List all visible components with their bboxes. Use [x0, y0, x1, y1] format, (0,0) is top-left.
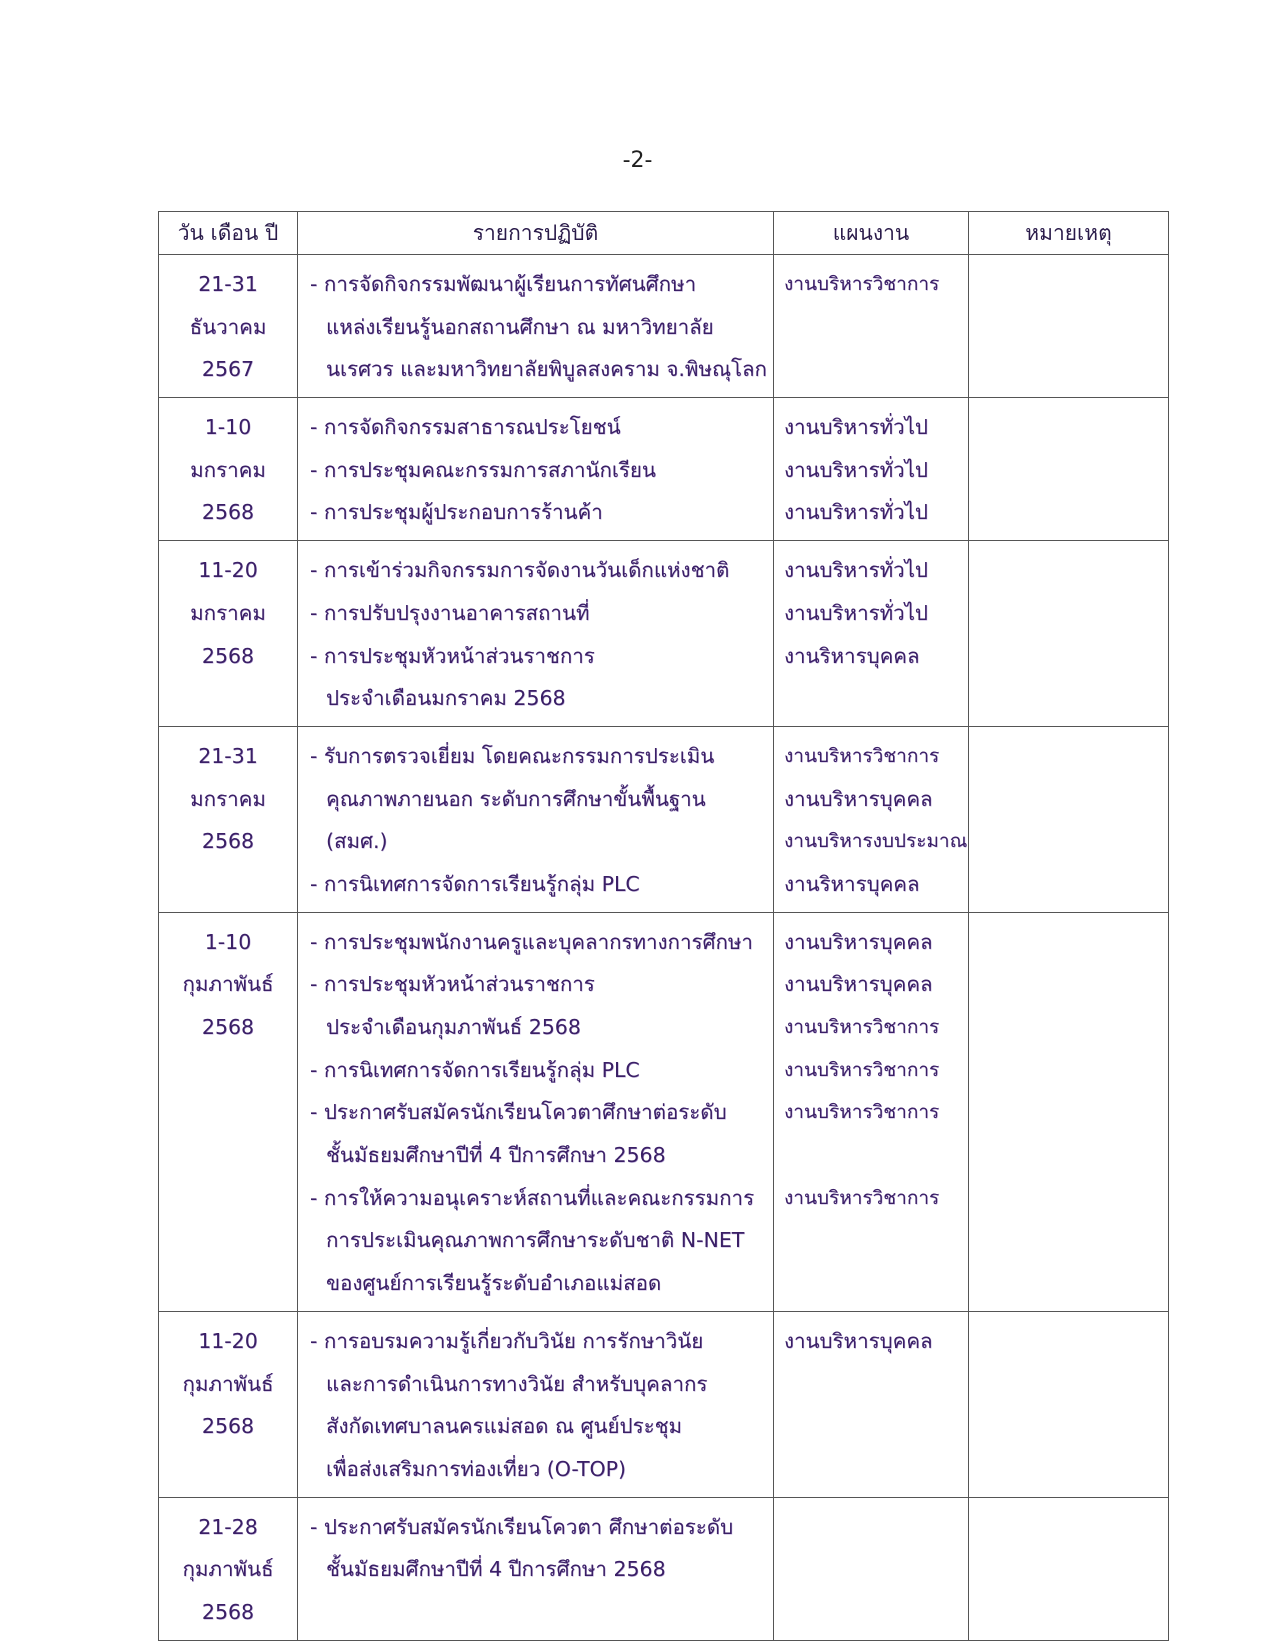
date-line: 21-28	[198, 1514, 258, 1539]
activity-line: และการดำเนินการทางวินัย สำหรับบุคลากร	[326, 1371, 708, 1396]
activity-line: - ประกาศรับสมัครนักเรียนโควตาศึกษาต่อระดับ	[310, 1100, 727, 1125]
date-line: 1-10	[204, 929, 252, 954]
activities-cell	[298, 398, 774, 541]
activity-line: - ประกาศรับสมัครนักเรียนโควตา ศึกษาต่อระดับ	[310, 1514, 734, 1539]
plan-cell	[774, 1311, 969, 1497]
date-line: 2568	[201, 1599, 255, 1624]
activity-line: - การประชุมคณะกรรมการสภานักเรียน	[310, 457, 656, 482]
activity-line: แหล่งเรียนรู้นอกสถานศึกษา ณ มหาวิทยาลัย	[326, 314, 714, 339]
activities-cell	[298, 912, 774, 1311]
plan-line: งานบริหารทั่วไป	[784, 500, 928, 525]
plan-line: งานบริหารทั่วไป	[784, 457, 928, 482]
plan-line: งานบริหารบุคคล	[784, 786, 933, 811]
plan-line: งานบริหารบุคคล	[784, 929, 933, 954]
plan-line: งานบริหารบุคคล	[784, 972, 933, 997]
header-date: วัน เดือน ปี	[159, 212, 298, 255]
note-cell	[969, 541, 1169, 727]
plan-cell	[774, 541, 969, 727]
date-line: 1-10	[204, 415, 252, 440]
activity-line: - การให้ความอนุเคราะห์สถานที่และคณะกรรมการ	[310, 1185, 755, 1210]
note-cell	[969, 1497, 1169, 1640]
header-note: หมายเหตุ	[969, 212, 1169, 255]
date-line: กุมภาพันธ์	[182, 1371, 274, 1396]
table-row	[159, 398, 1169, 541]
date-cell	[159, 398, 298, 541]
page-number: -2-	[622, 148, 653, 173]
date-cell	[159, 541, 298, 727]
date-line: 2567	[201, 357, 255, 382]
date-line: 11-20	[198, 558, 258, 583]
date-line: 11-20	[198, 1328, 258, 1353]
date-line: 2568	[201, 500, 255, 525]
note-cell	[969, 255, 1169, 398]
date-line: 2568	[201, 829, 255, 854]
plan-line: งานบริหารวิชาการ	[784, 1058, 940, 1081]
activity-line: การประเมินคุณภาพการศึกษาระดับชาติ N-NET	[326, 1228, 745, 1253]
date-line: มกราคม	[190, 600, 266, 625]
activities-cell	[298, 255, 774, 398]
activity-line: - การจัดกิจกรรมสาธารณประโยชน์	[310, 415, 621, 440]
plan-line: งานบริหารทั่วไป	[784, 600, 928, 625]
activity-line: - การอบรมความรู้เกี่ยวกับวินัย การรักษาวินัย	[310, 1328, 704, 1353]
date-line: มกราคม	[190, 457, 266, 482]
table-row	[159, 255, 1169, 398]
activity-line: ของศูนย์การเรียนรู้ระดับอำเภอแม่สอด	[326, 1271, 662, 1296]
table-row	[159, 1311, 1169, 1497]
note-cell	[969, 912, 1169, 1311]
activity-line: - การนิเทศการจัดการเรียนรู้กลุ่ม PLC	[310, 1057, 640, 1082]
table-body	[159, 255, 1169, 1641]
plan-line: งานบริหารบุคคล	[784, 1328, 933, 1353]
date-line: กุมภาพันธ์	[182, 972, 274, 997]
plan-line: งานบริหารวิชาการ	[784, 1016, 940, 1038]
note-cell	[969, 726, 1169, 912]
note-cell	[969, 398, 1169, 541]
activity-line: - การเข้าร่วมกิจกรรมการจัดงานวันเด็กแห่งชาติ	[310, 558, 730, 583]
activity-line: - การนิเทศการจัดการเรียนรู้กลุ่ม PLC	[310, 871, 640, 896]
activity-line: - การประชุมหัวหน้าส่วนราชการ	[310, 643, 595, 668]
activities-cell	[298, 541, 774, 727]
activity-line: - การประชุมผู้ประกอบการร้านค้า	[310, 500, 603, 525]
schedule-table	[158, 211, 1169, 1641]
plan-cell	[774, 255, 969, 398]
plan-line: งานริหารบุคคล	[784, 871, 920, 896]
date-line: 21-31	[198, 743, 258, 768]
date-line: 2568	[201, 1015, 255, 1039]
table-row	[159, 912, 1169, 1311]
activity-line: ประจำเดือนกุมภาพันธ์ 2568	[326, 1015, 581, 1039]
note-cell	[969, 1311, 1169, 1497]
activity-line: นเรศวร และมหาวิทยาลัยพิบูลสงคราม จ.พิษณุโลก	[326, 357, 767, 382]
plan-line: งานบริหารวิชาการ	[784, 1101, 940, 1124]
activity-line: - การประชุมหัวหน้าส่วนราชการ	[310, 972, 595, 997]
header-activities: รายการปฏิบัติ	[298, 212, 774, 255]
activities-cell	[298, 1497, 774, 1640]
date-line: มกราคม	[190, 786, 266, 811]
plan-cell	[774, 1497, 969, 1640]
date-line: กุมภาพันธ์	[182, 1557, 274, 1582]
date-line: 21-31	[198, 272, 258, 296]
date-cell	[159, 726, 298, 912]
activities-cell	[298, 1311, 774, 1497]
table-row	[159, 726, 1169, 912]
date-line: 2568	[201, 643, 255, 668]
activity-line: - การจัดกิจกรรมพัฒนาผู้เรียนการทัศนศึกษา	[310, 272, 697, 296]
activity-line: - รับการตรวจเยี่ยม โดยคณะกรรมการประเมิน	[310, 743, 715, 768]
activity-line: เพื่อส่งเสริมการท่องเที่ยว (O-TOP)	[326, 1456, 626, 1481]
header-plan: แผนงาน	[774, 212, 969, 255]
date-line: ธันวาคม	[189, 314, 267, 339]
activity-line: คุณภาพภายนอก ระดับการศึกษาขั้นพื้นฐาน	[326, 786, 706, 811]
table-row	[159, 541, 1169, 727]
plan-line: งานบริหารวิชาการ	[784, 1186, 940, 1209]
activity-line: ชั้นมัธยมศึกษาปีที่ 4 ปีการศึกษา 2568	[326, 1557, 666, 1582]
plan-cell	[774, 726, 969, 912]
plan-cell	[774, 398, 969, 541]
activity-line: ชั้นมัธยมศึกษาปีที่ 4 ปีการศึกษา 2568	[326, 1143, 666, 1168]
date-cell	[159, 255, 298, 398]
plan-line: งานบริหารงบประมาณ	[784, 830, 968, 853]
activity-line: สังกัดเทศบาลนครแม่สอด ณ ศูนย์ประชุม	[326, 1414, 683, 1439]
table-row	[159, 1497, 1169, 1640]
table-header-row	[159, 212, 1169, 255]
date-cell	[159, 912, 298, 1311]
date-line: 2568	[201, 1414, 255, 1439]
activity-line: - การประชุมพนักงานครูและบุคลากรทางการศึกษา	[310, 929, 753, 954]
plan-cell	[774, 912, 969, 1311]
activity-line: ประจำเดือนมกราคม 2568	[326, 686, 566, 711]
plan-line: งานบริหารวิชาการ	[784, 744, 940, 767]
date-cell	[159, 1497, 298, 1640]
activity-line: (สมศ.)	[326, 829, 388, 854]
plan-line: งานบริหารวิชาการ	[784, 273, 940, 295]
plan-line: งานริหารบุคคล	[784, 643, 920, 668]
plan-line: งานบริหารทั่วไป	[784, 415, 928, 440]
activities-cell	[298, 726, 774, 912]
plan-line	[784, 1134, 964, 1177]
plan-line: งานบริหารทั่วไป	[784, 558, 928, 583]
date-cell	[159, 1311, 298, 1497]
activity-line: - การปรับปรุงงานอาคารสถานที่	[310, 600, 590, 625]
